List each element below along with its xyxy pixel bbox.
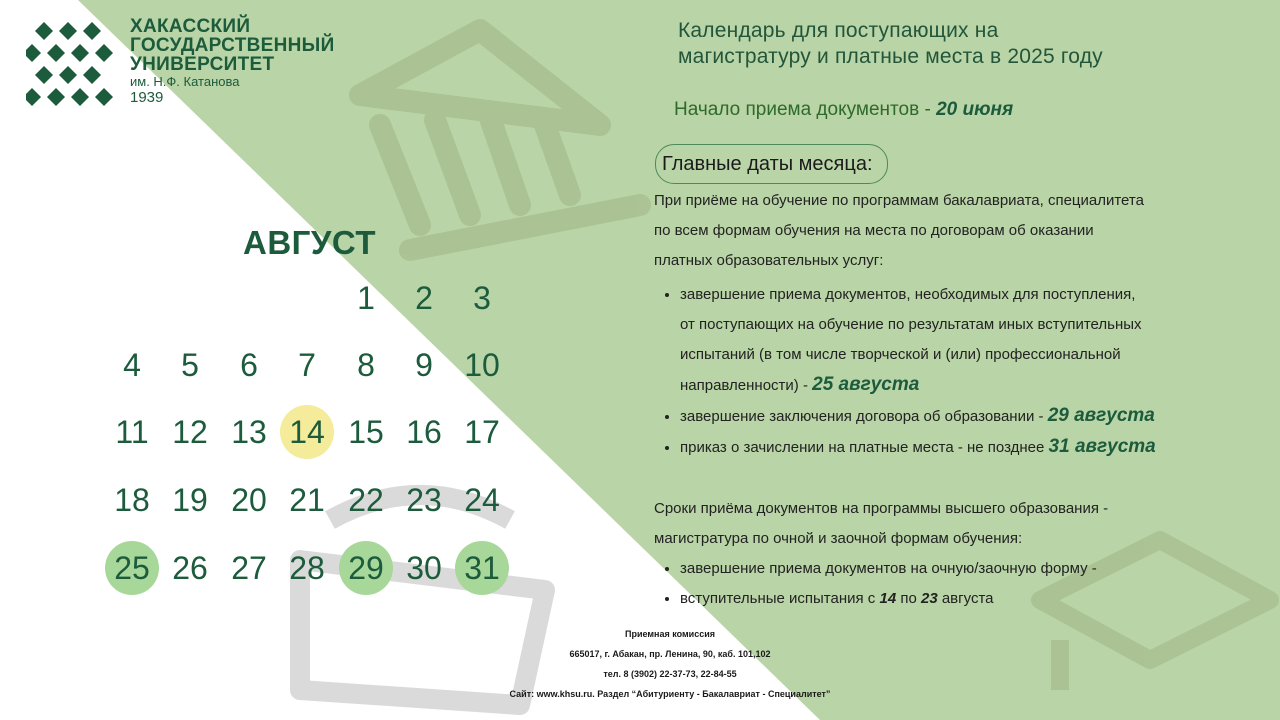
logo-line: УНИВЕРСИТЕТ: [130, 54, 275, 75]
title-line: магистратуру и платные места в 2025 году: [678, 45, 1103, 68]
calendar-day-2: 2: [415, 280, 433, 316]
masters-section: [654, 494, 1108, 614]
calendar-day-30: 30: [406, 550, 442, 586]
calendar-day-22: 22: [348, 482, 384, 518]
intro-line: платных образовательных услуг:: [654, 252, 884, 269]
calendar-day-5: 5: [181, 347, 199, 383]
calendar-day-9: 9: [415, 347, 433, 383]
calendar-day-16: 16: [406, 414, 442, 450]
calendar-day-24: 24: [464, 482, 500, 518]
bullet-text: вступительные испытания с: [680, 590, 876, 607]
calendar-day-31: 31: [455, 541, 509, 595]
calendar-day-28: 28: [289, 550, 325, 586]
calendar-day-23: 23: [406, 482, 442, 518]
intro-line: При приёме на обучение по программам бакалавриата, специалитета: [654, 192, 1144, 209]
calendar-day-10: 10: [464, 347, 500, 383]
calendar-day-3: 3: [473, 280, 491, 316]
footer-line: тел. 8 (3902) 22-37-73, 22-84-55: [603, 669, 737, 679]
calendar-day-29: 29: [339, 541, 393, 595]
bullet-text: направленности) -: [680, 377, 808, 394]
list-item: [680, 584, 1108, 614]
start-separator: -: [919, 99, 937, 120]
title-line: Календарь для поступающих на: [678, 19, 999, 42]
calendar-day-19: 19: [172, 482, 208, 518]
bullet-text: завершение заключения договора об образовании -: [680, 408, 1044, 425]
bullet-line: • завершение приема документов, необходимых для поступления,: [680, 286, 1136, 303]
bullet-text: приказ о зачислении на платные места - не позднее: [680, 439, 1045, 456]
calendar-day-27: 27: [231, 550, 267, 586]
list-item: • завершение приема документов на очную/заочную форму -: [680, 554, 1108, 584]
calendar-day-6: 6: [240, 347, 258, 383]
logo-name: им. Н.Ф. Катанова: [130, 74, 240, 89]
list-item: [680, 432, 1156, 463]
calendar-day-25: 25: [105, 541, 159, 595]
calendar-day-13: 13: [231, 414, 267, 450]
bullet-line: от поступающих на обучение по результатам иных вступительных: [680, 316, 1142, 333]
university-logo-icon: [26, 20, 122, 110]
section-line: Сроки приёма документов на программы высшего образования -: [654, 500, 1109, 517]
calendar-day-11: 11: [115, 414, 149, 450]
logo-year: 1939: [130, 89, 164, 106]
calendar-day-4: 4: [123, 347, 141, 383]
bullet-text: по: [900, 590, 917, 607]
deadline-date: 29 августа: [1047, 405, 1155, 426]
footer-line: 665017, г. Абакан, пр. Ленина, 90, каб. 101,102: [569, 649, 771, 659]
calendar-day-7: 7: [298, 347, 316, 383]
logo-line: ГОСУДАРСТВЕННЫЙ: [130, 35, 335, 56]
footer: [470, 624, 870, 704]
footer-line: Приемная комиссия: [625, 629, 715, 639]
logo-line: ХАКАССКИЙ: [130, 16, 251, 37]
start-date-line: [674, 99, 1013, 121]
intro-line: по всем формам обучения на места по договорам об оказании: [654, 222, 1094, 239]
calendar-day-8: 8: [357, 347, 375, 383]
deadline-date: 25 августа: [812, 374, 920, 395]
bullet-line: испытаний (в том числе творческой и (или) профессиональной: [680, 346, 1121, 363]
bullet-text: августа: [941, 590, 994, 607]
bullet-list-paid: [654, 280, 1156, 463]
list-item: [680, 401, 1156, 432]
key-dates-label: Главные даты месяца:: [655, 144, 888, 184]
calendar-month: АВГУСТ: [243, 224, 377, 261]
calendar-day-12: 12: [172, 414, 208, 450]
start-date: 20 июня: [936, 99, 1014, 120]
list-item: [680, 280, 1156, 401]
logo-text: [130, 17, 335, 106]
calendar-day-26: 26: [172, 550, 208, 586]
intro-paragraph: [654, 186, 1144, 276]
calendar-day-14: 14: [280, 405, 334, 459]
calendar-day-15: 15: [348, 414, 384, 450]
calendar-day-17: 17: [464, 414, 500, 450]
date-from: 14: [879, 590, 897, 607]
calendar-day-20: 20: [231, 482, 267, 518]
page-title: [678, 18, 1238, 70]
date-to: 23: [920, 590, 938, 607]
calendar-day-18: 18: [114, 482, 150, 518]
calendar-day-21: 21: [289, 482, 325, 518]
footer-line: Сайт: www.khsu.ru. Раздел “Абитуриенту - Бакалавриат - Специалитет”: [509, 689, 831, 699]
deadline-date: 31 августа: [1048, 436, 1156, 457]
start-label: Начало приема документов: [674, 99, 920, 120]
section-line: магистратура по очной и заочной формам обучения:: [654, 530, 1023, 547]
bullet-line: [680, 370, 1156, 401]
calendar-day-1: 1: [357, 280, 375, 316]
